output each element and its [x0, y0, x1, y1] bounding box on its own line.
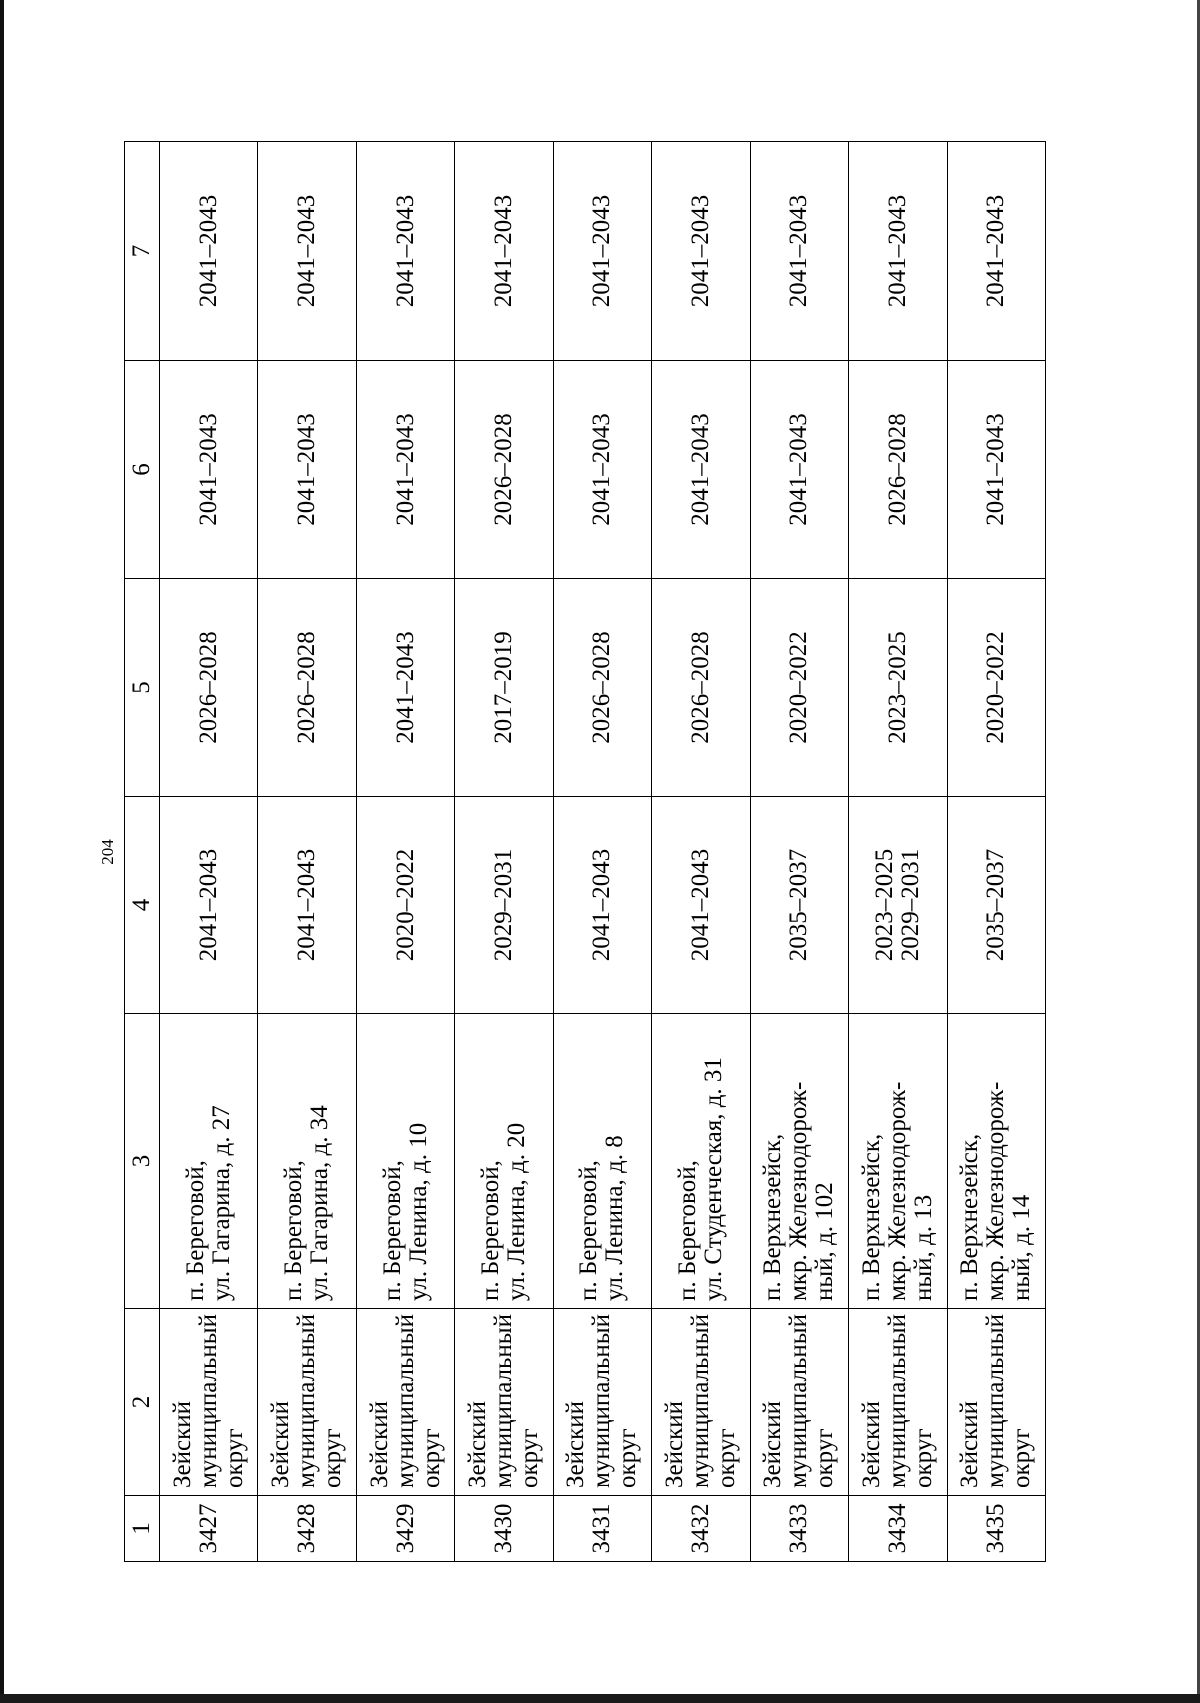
- address-line: ный, д. 14: [1008, 1194, 1036, 1301]
- address-line: п. Береговой,: [181, 1160, 209, 1301]
- period-col-6-cell: 2041–2043: [947, 361, 1046, 579]
- district-cell: [356, 1309, 454, 1496]
- period-col-5-cell: 2023–2025: [849, 579, 947, 797]
- district-line: Зейский: [562, 1401, 590, 1488]
- district-line: Зейский: [759, 1401, 787, 1488]
- period-line: 2041–2043: [686, 848, 714, 962]
- period-col-5-cell: 2026–2028: [160, 579, 258, 797]
- address-line: п. Верхнезейск,: [759, 1133, 787, 1301]
- page-number: 204: [98, 839, 117, 865]
- address-line: ул. Ленина, д. 8: [601, 1135, 629, 1301]
- period-col-6-cell: 2041–2043: [356, 361, 454, 579]
- district-line: муниципальный: [686, 1314, 714, 1488]
- district-line: округ: [614, 1428, 642, 1488]
- period-col-4-cell: [356, 797, 454, 1014]
- address-cell: [455, 1014, 553, 1309]
- district-cell: [947, 1309, 1046, 1496]
- period-line: 2035–2037: [785, 848, 813, 962]
- period-col-4-cell: [750, 797, 848, 1014]
- period-col-5-cell: 2020–2022: [750, 579, 848, 797]
- period-line: 2041–2043: [194, 848, 222, 962]
- table-row: [455, 142, 553, 1562]
- period-col-6-cell: 2026–2028: [849, 361, 947, 579]
- district-line: муниципальный: [490, 1314, 518, 1488]
- row-number-cell: 3431: [553, 1496, 651, 1562]
- district-line: Зейский: [956, 1401, 984, 1488]
- period-line: 2041–2043: [293, 848, 321, 962]
- period-col-7-cell: 2041–2043: [652, 142, 750, 361]
- address-line: п. Береговой,: [575, 1160, 603, 1301]
- district-line: муниципальный: [194, 1314, 222, 1488]
- period-col-6-cell: 2041–2043: [160, 361, 258, 579]
- district-line: Зейский: [464, 1401, 492, 1488]
- period-col-6-cell: 2041–2043: [258, 361, 356, 579]
- address-line: ул. Гагарина, д. 34: [306, 1105, 334, 1301]
- period-col-7-cell: 2041–2043: [356, 142, 454, 361]
- district-line: Зейский: [857, 1401, 885, 1488]
- period-col-6-cell: 2026–2028: [455, 361, 553, 579]
- header-col-1: 1: [125, 1496, 160, 1562]
- period-col-4-cell: [160, 797, 258, 1014]
- row-number-cell: 3428: [258, 1496, 356, 1562]
- table-row: [652, 142, 750, 1562]
- district-cell: [455, 1309, 553, 1496]
- district-line: Зейский: [660, 1401, 688, 1488]
- period-col-5-cell: 2026–2028: [258, 579, 356, 797]
- district-cell: [849, 1309, 947, 1496]
- scan-edge-left: [0, 0, 4, 1703]
- address-line: п. Верхнезейск,: [956, 1133, 984, 1301]
- address-line: ул. Гагарина, д. 27: [207, 1105, 235, 1301]
- header-col-6: 6: [125, 361, 160, 579]
- district-line: округ: [909, 1428, 937, 1488]
- district-cell: [258, 1309, 356, 1496]
- period-col-7-cell: 2041–2043: [750, 142, 848, 361]
- row-number-cell: 3432: [652, 1496, 750, 1562]
- schedule-table: [124, 141, 1046, 1562]
- address-line: п. Береговой,: [280, 1160, 308, 1301]
- header-col-5: 5: [125, 579, 160, 797]
- district-line: округ: [417, 1428, 445, 1488]
- period-line: 2029–2031: [896, 848, 924, 962]
- table-row: [258, 142, 356, 1562]
- district-cell: [750, 1309, 848, 1496]
- period-col-4-cell: [258, 797, 356, 1014]
- district-line: муниципальный: [293, 1314, 321, 1488]
- address-cell: [947, 1014, 1046, 1309]
- district-line: Зейский: [168, 1401, 196, 1488]
- address-cell: [849, 1014, 947, 1309]
- row-number-cell: 3427: [160, 1496, 258, 1562]
- address-cell: [258, 1014, 356, 1309]
- address-line: мкр. Железнодорож-: [785, 1081, 813, 1301]
- scan-edge-bottom: [0, 1694, 1200, 1703]
- table-row: [947, 142, 1046, 1562]
- address-line: мкр. Железнодорож-: [883, 1081, 911, 1301]
- period-col-6-cell: 2041–2043: [553, 361, 651, 579]
- table-body: [160, 142, 1046, 1562]
- table-row: [160, 142, 258, 1562]
- period-col-7-cell: 2041–2043: [553, 142, 651, 361]
- address-line: п. Береговой,: [477, 1160, 505, 1301]
- period-line: 2029–2031: [490, 848, 518, 962]
- address-line: мкр. Железнодорож-: [982, 1081, 1010, 1301]
- address-line: п. Береговой,: [378, 1160, 406, 1301]
- address-line: п. Береговой,: [673, 1160, 701, 1301]
- period-col-4-cell: [553, 797, 651, 1014]
- district-cell: [553, 1309, 651, 1496]
- address-line: ул. Ленина, д. 20: [503, 1122, 531, 1301]
- table-header-row: [125, 142, 160, 1562]
- address-cell: [160, 1014, 258, 1309]
- district-line: округ: [516, 1428, 544, 1488]
- period-col-6-cell: 2041–2043: [652, 361, 750, 579]
- period-col-6-cell: 2041–2043: [750, 361, 848, 579]
- period-col-5-cell: 2026–2028: [553, 579, 651, 797]
- row-number-cell: 3435: [947, 1496, 1046, 1562]
- district-line: округ: [1008, 1428, 1036, 1488]
- district-line: муниципальный: [391, 1314, 419, 1488]
- district-line: муниципальный: [785, 1314, 813, 1488]
- address-line: ный, д. 102: [811, 1182, 839, 1301]
- period-col-7-cell: 2041–2043: [849, 142, 947, 361]
- district-line: муниципальный: [982, 1314, 1010, 1488]
- period-col-5-cell: 2020–2022: [947, 579, 1046, 797]
- table-row: [849, 142, 947, 1562]
- row-number-cell: 3433: [750, 1496, 848, 1562]
- header-col-4: 4: [125, 797, 160, 1014]
- period-col-4-cell: [947, 797, 1046, 1014]
- header-col-3: 3: [125, 1014, 160, 1309]
- period-col-7-cell: 2041–2043: [947, 142, 1046, 361]
- header-col-7: 7: [125, 142, 160, 361]
- district-line: округ: [220, 1428, 248, 1488]
- period-col-5-cell: 2026–2028: [652, 579, 750, 797]
- table-row: [553, 142, 651, 1562]
- period-col-5-cell: 2017–2019: [455, 579, 553, 797]
- address-line: п. Верхнезейск,: [857, 1133, 885, 1301]
- row-number-cell: 3429: [356, 1496, 454, 1562]
- period-line: 2041–2043: [588, 848, 616, 962]
- address-cell: [750, 1014, 848, 1309]
- period-col-7-cell: 2041–2043: [258, 142, 356, 361]
- period-col-4-cell: [849, 797, 947, 1014]
- period-col-4-cell: [455, 797, 553, 1014]
- header-col-2: 2: [125, 1309, 160, 1496]
- period-line: 2035–2037: [982, 848, 1010, 962]
- table-row: [750, 142, 848, 1562]
- address-line: ул. Студенческая, д. 31: [699, 1057, 727, 1301]
- address-line: ул. Ленина, д. 10: [404, 1122, 432, 1301]
- address-cell: [356, 1014, 454, 1309]
- period-col-4-cell: [652, 797, 750, 1014]
- district-cell: [160, 1309, 258, 1496]
- district-line: муниципальный: [588, 1314, 616, 1488]
- district-line: округ: [811, 1428, 839, 1488]
- address-cell: [652, 1014, 750, 1309]
- district-line: Зейский: [267, 1401, 295, 1488]
- district-line: муниципальный: [883, 1314, 911, 1488]
- period-col-5-cell: 2041–2043: [356, 579, 454, 797]
- district-line: округ: [319, 1428, 347, 1488]
- rotated-table-container: [124, 142, 1046, 1562]
- table-row: [356, 142, 454, 1562]
- row-number-cell: 3430: [455, 1496, 553, 1562]
- period-col-7-cell: 2041–2043: [160, 142, 258, 361]
- period-line: 2020–2022: [391, 848, 419, 962]
- address-line: ный, д. 13: [909, 1194, 937, 1301]
- district-cell: [652, 1309, 750, 1496]
- district-line: Зейский: [365, 1401, 393, 1488]
- address-cell: [553, 1014, 651, 1309]
- period-col-7-cell: 2041–2043: [455, 142, 553, 361]
- district-line: округ: [712, 1428, 740, 1488]
- period-line: 2023–2025: [870, 848, 898, 962]
- row-number-cell: 3434: [849, 1496, 947, 1562]
